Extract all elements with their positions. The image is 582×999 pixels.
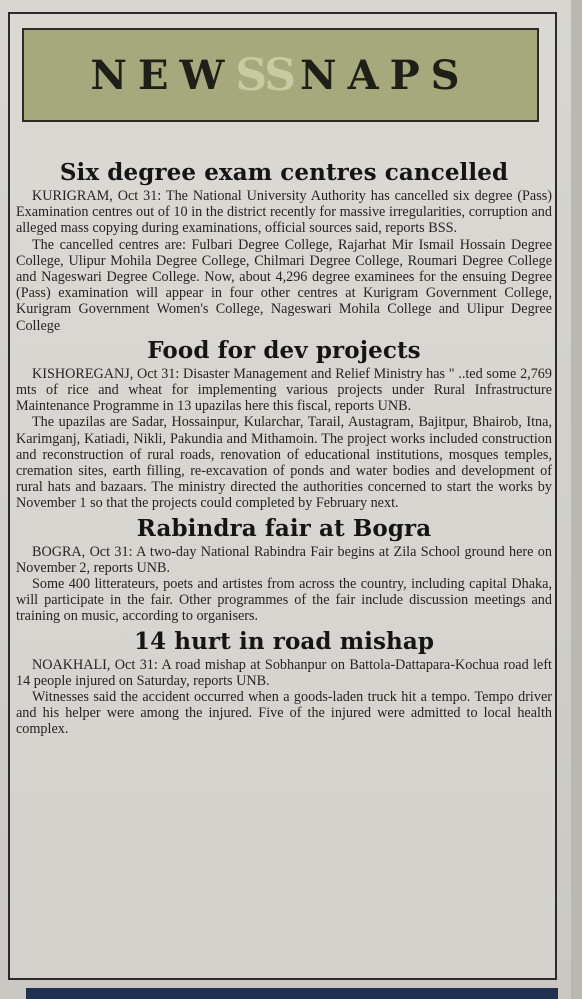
story-headline: Food for dev projects [147,336,421,364]
story-paragraph: Some 400 litterateurs, poets and artistes from across the country, including capital Dhaka, will participate in the fair. Other programmes of the fair include discussion meetings and training on music, according to organisers. [16,576,552,625]
story-paragraph: BOGRA, Oct 31: A two-day National Rabindra Fair begins at Zila School ground here on November 2, reports UNB. [16,543,552,576]
story-paragraph: The upazilas are Sadar, Hossainpur, Kularchar, Tarail, Austagram, Bajitpur, Bhairob, Itna, Karimganj, Katiadi, Nikli, Pakundia and Mithamoin. The project works included construction and reconstruction of rural roads, renovation of educational institutions, mosques temples, cremation sites, earth filling, re-excavation of ponds and water bodies and development of rural hats and bazaars. The ministry directed the authorities concerned to start the works by November 1 so that the projects could completed by February next. [16,414,552,512]
banner-text-new: NEW [90,51,236,99]
story-headline: 14 hurt in road mishap [133,627,435,655]
story-paragraph: Witnesses said the accident occurred when a goods-laden truck hit a tempo. Tempo driver and his helper were among the injured. Five of the injured were admitted to local health complex. [16,689,552,738]
story-headline: Six degree exam centres cancelled [59,159,509,186]
story-rabindra-fair [16,514,552,625]
story-headline: Rabindra fair at Bogra [136,514,432,542]
story-paragraph: The cancelled centres are: Fulbari Degree College, Rajarhat Mir Ismail Hossain Degree College, Ulipur Mohila Degree College, Chilmari Degree College, Roumari Degree College and Nageswari Degree College. Now, about 4,296 degree examinees for the ensuing Degree (Pass) examination will appear in four other centres at Kurigram Government College, Kurigram Government Women's College, Nageswari Mohila College and Ulipur Degree College [16,236,552,334]
story-paragraph: NOAKHALI, Oct 31: A road mishap at Sobhanpur on Battola-Dattapara-Kochua road left 14 people injured on Saturday, reports UNB. [16,656,552,689]
story-paragraph: KURIGRAM, Oct 31: The National University Authority has cancelled six degree (Pass) Examination centres out of 10 in the district recently for massive irregularities, corruption and alleged mass copying during examinations, official sources said, reports BSS. [16,188,552,237]
page-edge [571,0,582,999]
next-column-strip [26,988,558,999]
story-food-projects [16,336,552,512]
story-paragraph: KISHOREGANJ, Oct 31: Disaster Management and Relief Ministry has " ..ted some 2,769 mts of rice and wheat for implementing various projects under Rural Infrastructure Maintenance Programme in 13 upazilas here this fiscal, reports UNB. [16,365,552,415]
banner-text-ss: SS [235,49,294,101]
news-content [16,158,552,740]
newssnaps-banner [22,28,539,122]
story-road-mishap [16,627,552,738]
story-exam-centres [16,158,552,334]
banner-text-naps: NAPS [300,51,471,99]
